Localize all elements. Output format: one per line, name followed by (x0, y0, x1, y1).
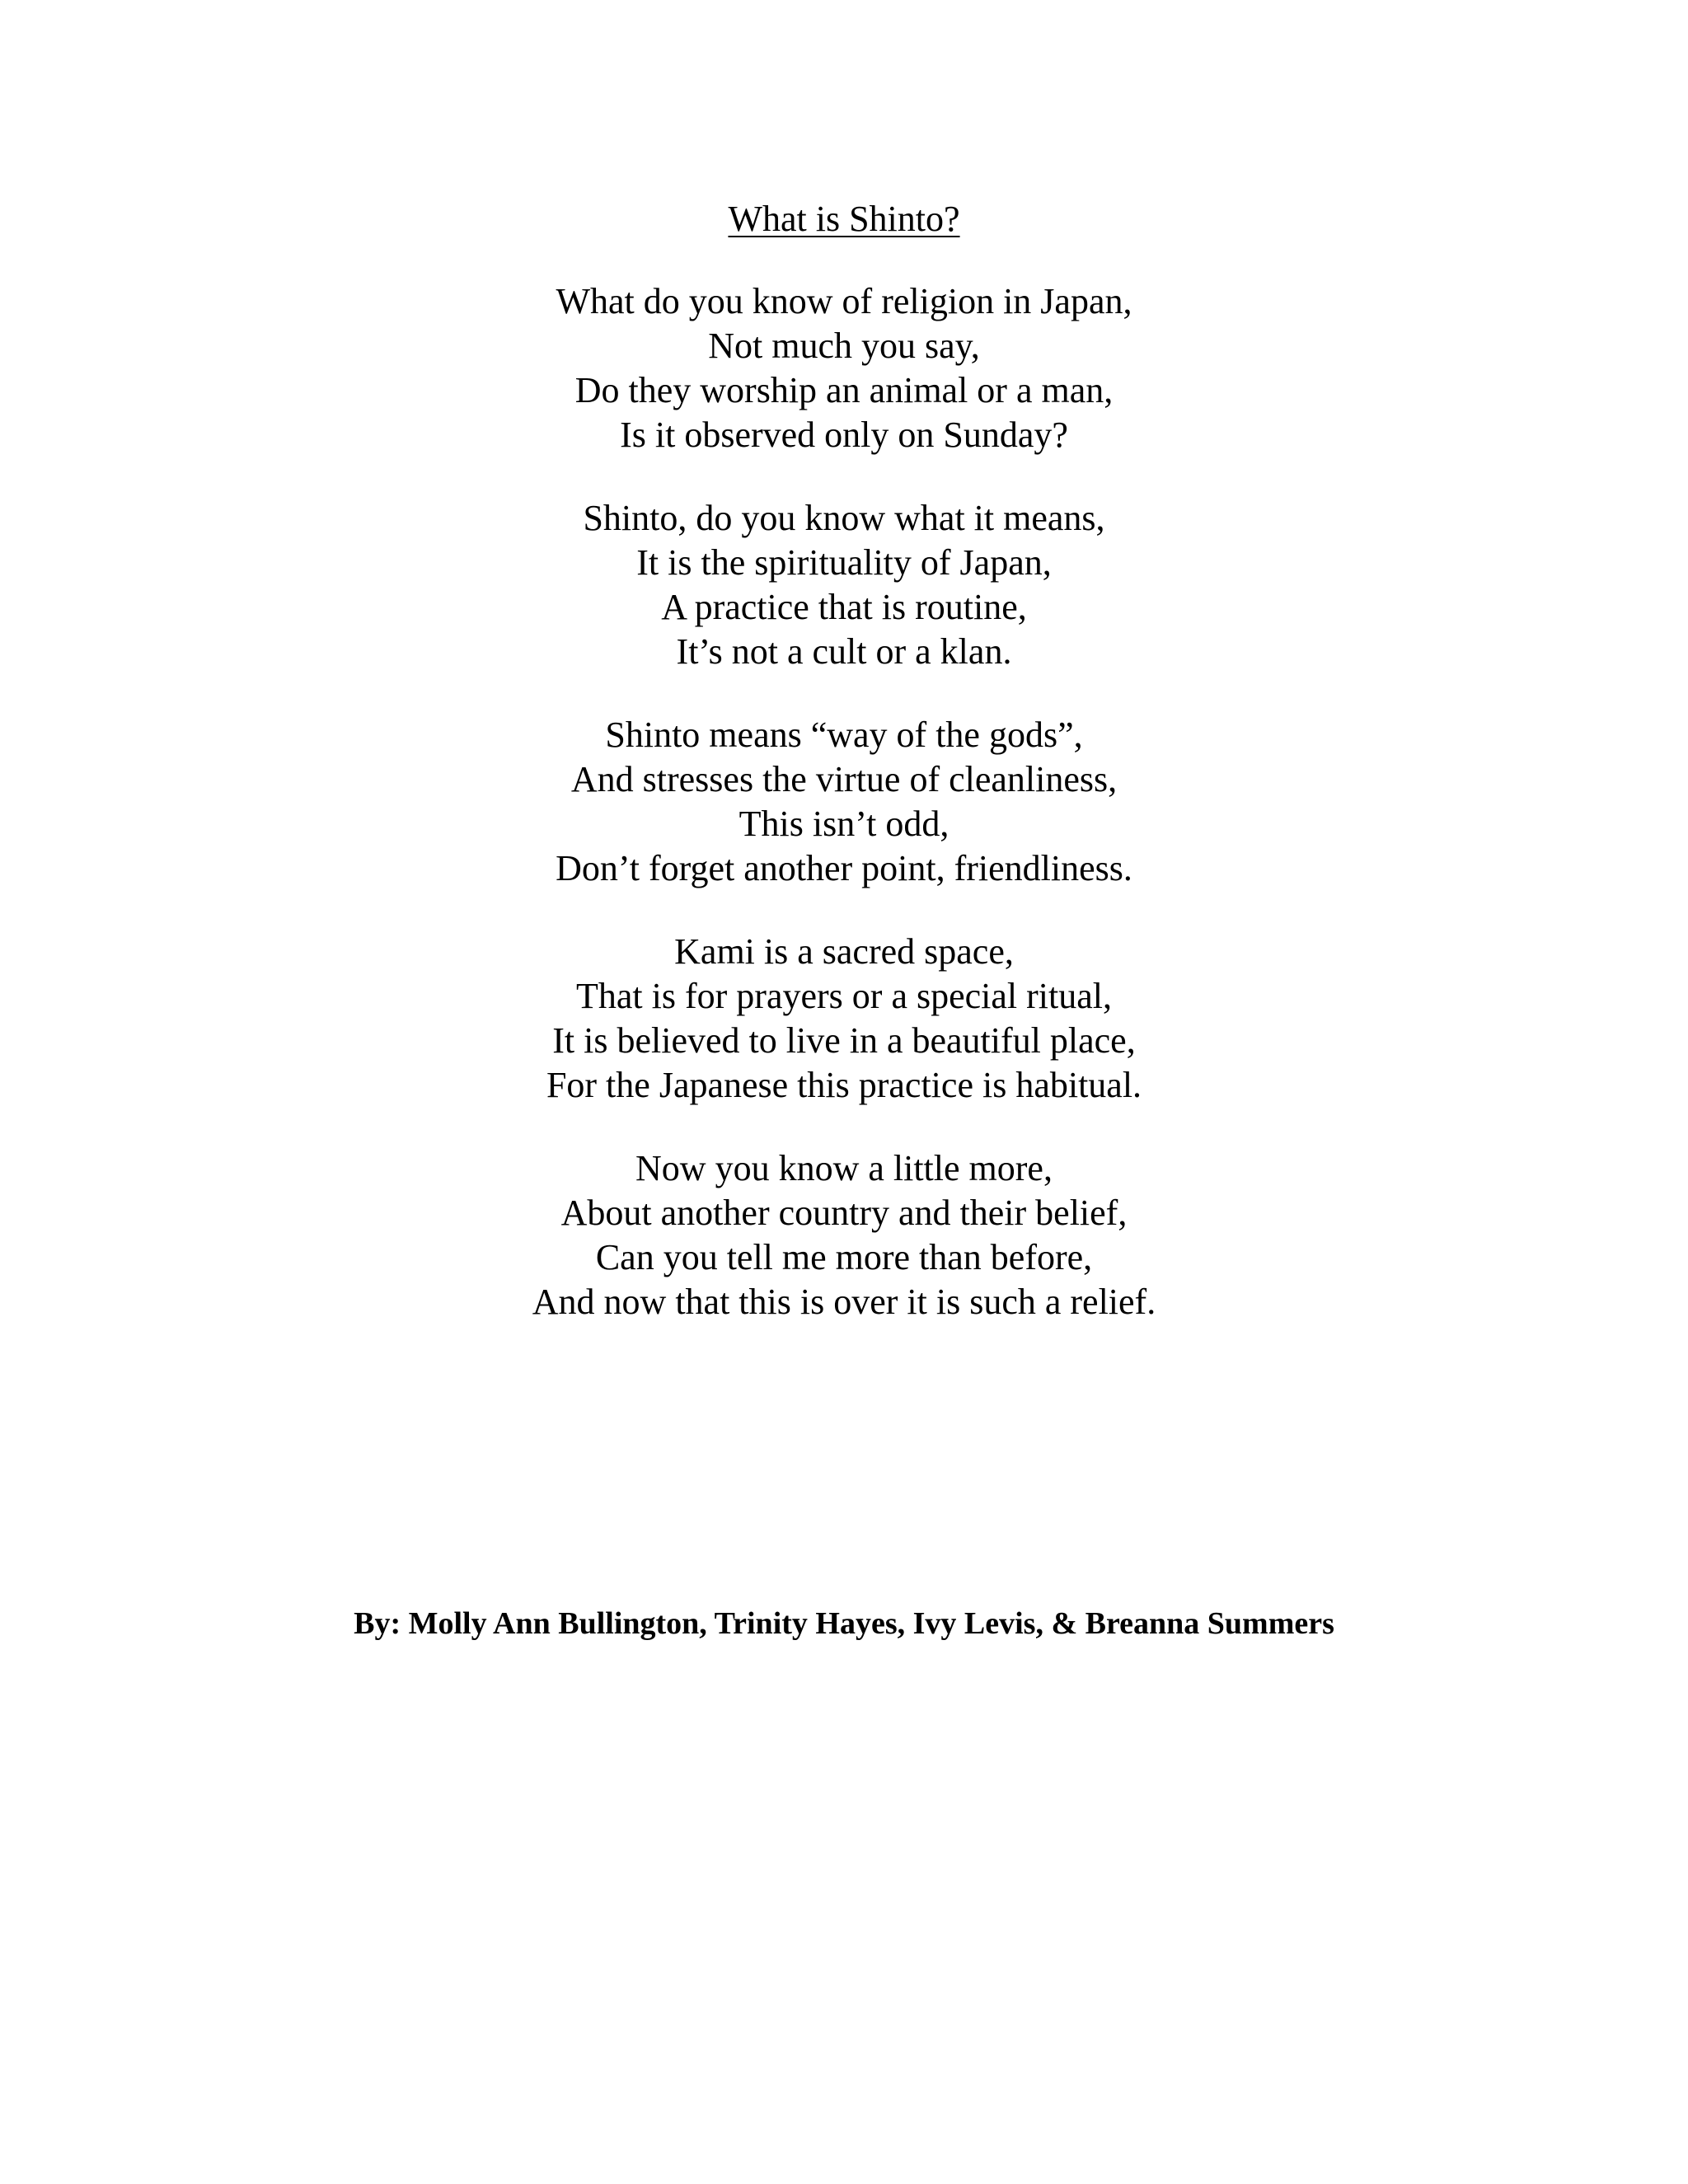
poem-line: Do they worship an animal or a man, (574, 370, 1114, 410)
poem-body (0, 279, 1688, 1363)
stanza-4 (0, 930, 1688, 1108)
poem-line: Can you tell me more than before, (595, 1237, 1093, 1277)
poem-line: It is the spirituality of Japan, (636, 542, 1052, 583)
poem-title: What is Shinto? (728, 199, 960, 239)
poem-line: Is it observed only on Sunday? (620, 415, 1068, 455)
poem-line: And now that this is over it is such a relief. (532, 1282, 1156, 1322)
poem-line: Shinto means “way of the gods”, (605, 715, 1083, 755)
poem-line: Don’t forget another point, friendliness. (556, 848, 1132, 888)
poem-line: A practice that is routine, (661, 587, 1027, 627)
poem-line: Kami is a sacred space, (674, 931, 1014, 972)
stanza-5 (0, 1146, 1688, 1324)
stanza-3 (0, 713, 1688, 891)
stanza-1 (0, 279, 1688, 457)
poem-line: It’s not a cult or a klan. (676, 631, 1012, 672)
poem-line: That is for prayers or a special ritual, (576, 976, 1112, 1016)
poem-line: For the Japanese this practice is habitual. (546, 1065, 1142, 1105)
poem-line: Shinto, do you know what it means, (583, 498, 1105, 538)
poem-line: And stresses the virtue of cleanliness, (570, 759, 1118, 799)
stanza-2 (0, 496, 1688, 674)
author-byline: By: Molly Ann Bullington, Trinity Hayes, Ivy Levis, & Breanna Summers (354, 1606, 1334, 1641)
poem-line: What do you know of religion in Japan, (556, 281, 1132, 321)
poem-line: About another country and their belief, (560, 1193, 1128, 1233)
poem-line: This isn’t odd, (738, 804, 950, 844)
poem-line: It is believed to live in a beautiful place, (552, 1020, 1136, 1061)
poem-line: Not much you say, (708, 326, 980, 366)
poem-line: Now you know a little more, (635, 1148, 1053, 1188)
